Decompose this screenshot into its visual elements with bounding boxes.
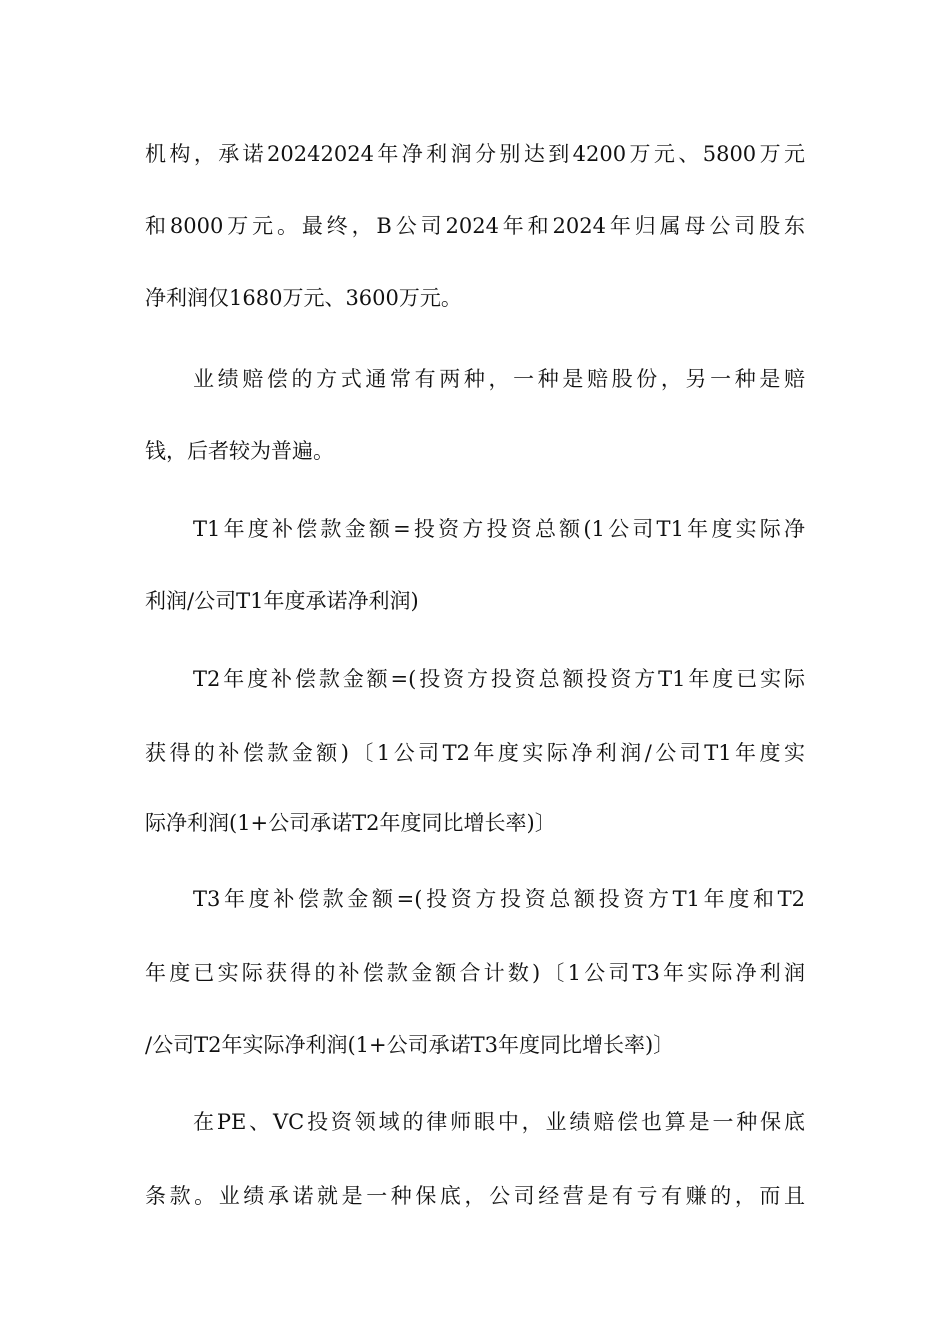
text-line: 钱，后者较为普遍。 [145, 439, 334, 463]
text-line: 净利润仅1680万元、3600万元。 [145, 286, 462, 310]
text-line: 在PE、VC投资领域的律师眼中，业绩赔偿也算是一种保底 [193, 1110, 805, 1134]
text-line: 业绩赔偿的方式通常有两种，一种是赔股份，另一种是赔 [193, 367, 805, 391]
text-line: T3年度补偿款金额=(投资方投资总额投资方T1年度和T2 [193, 887, 805, 911]
text-line: 获得的补偿款金额)〔1公司T2年度实际净利润/公司T1年度实 [145, 741, 805, 765]
text-line: 际净利润(1+公司承诺T2年度同比增长率)〕 [145, 811, 556, 835]
text-line: 利润/公司T1年度承诺净利润) [145, 589, 419, 613]
text-line: /公司T2年实际净利润(1+公司承诺T3年度同比增长率)〕 [145, 1033, 675, 1057]
text-line: T2年度补偿款金额=(投资方投资总额投资方T1年度已实际 [193, 667, 805, 691]
text-line: T1年度补偿款金额=投资方投资总额(1公司T1年度实际净 [193, 517, 805, 541]
text-line: 和8000万元。最终，B公司2024年和2024年归属母公司股东 [145, 214, 805, 238]
text-line: 机构，承诺20242024年净利润分别达到4200万元、5800万元 [145, 142, 805, 166]
text-line: 条款。业绩承诺就是一种保底，公司经营是有亏有赚的，而且 [145, 1184, 805, 1208]
text-line: 年度已实际获得的补偿款金额合计数)〔1公司T3年实际净利润 [145, 961, 805, 985]
